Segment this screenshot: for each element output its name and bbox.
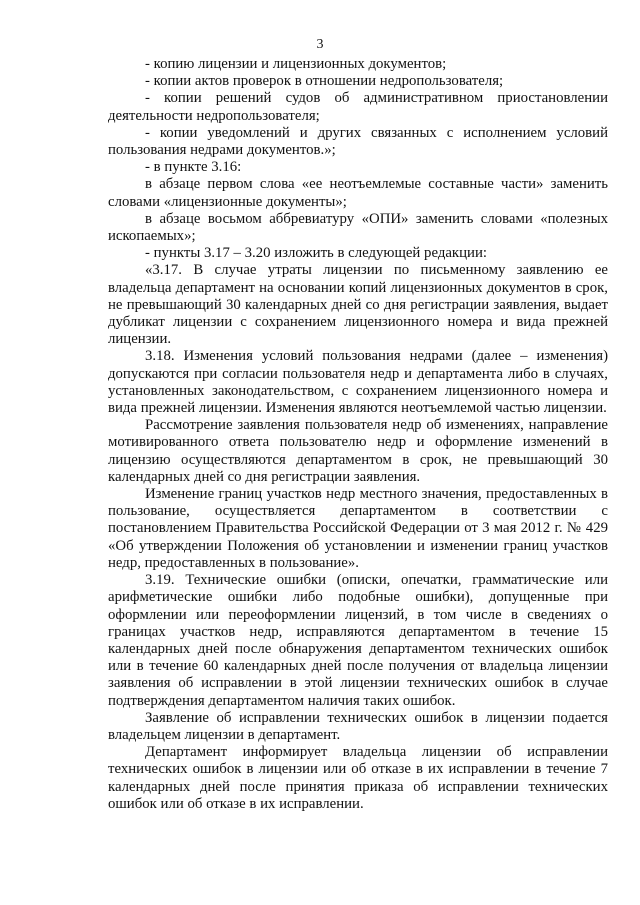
paragraph-boundary-change: Изменение границ участков недр местного значения, предоставленных в пользование, осуществляется департаментом в соответствии с постановлением Правительства Российской Федерации от 3 мая 2012 г. № 429 «Об утверждении Положения об установлении и изменении границ участков недр, предоставленных в пользование». xyxy=(108,486,608,571)
list-item-court-decisions: - копии решений судов об административном приостановлении деятельности недропользователя; xyxy=(108,90,608,124)
paragraph-eighth-abzac: в абзаце восьмом аббревиатуру «ОПИ» заменить словами «полезных ископаемых»; xyxy=(108,210,608,245)
document-body xyxy=(108,56,608,813)
paragraph-review-application: Рассмотрение заявления пользователя недр об изменениях, направление мотивированного ответа пользователю недр и оформление изменений в лицензию осуществляются департаментом в срок, не превышающий 30 календарных дней со дня регистрации заявления. xyxy=(108,417,608,485)
paragraph-error-application: Заявление об исправлении технических ошибок в лицензии подается владельцем лицензии в департамент. xyxy=(108,709,608,743)
paragraph-3-17: «3.17. В случае утраты лицензии по письменному заявлению ее владельца департамент на основании копий лицензионных документов в срок, не превышающий 30 календарных дней со дня регистрации заявления, выдает дубликат лицензии с сохранением лицензионного номера и вида прежней лицензии. xyxy=(108,262,608,348)
paragraph-point-3-16: - в пункте 3.16: xyxy=(145,159,242,176)
list-item-inspection-acts: - копии актов проверок в отношении недропользователя; xyxy=(145,73,504,90)
paragraph-department-informs: Департамент информирует владельца лицензии об исправлении технических ошибок в лицензии или об отказе в их исправлении в течение 7 календарных дней после принятия приказа об исправлении технических ошибок или об отказе в их исправлении. xyxy=(108,744,608,812)
paragraph-3-19: 3.19. Технические ошибки (описки, опечатки, грамматические или арифметические ошибки либо подобные ошибки), допущенные при оформлении или переоформлении лицензий, в том числе в сведениях о границах участков недр, исправляются департаментом в течение 15 календарных дней после обнаружения департаментом технических ошибок или в течение 60 календарных дней после получения от владельца лицензии заявления об исправлении в этой лицензии технических ошибок в случае подтверждения департаментом наличия таких ошибок. xyxy=(108,572,608,709)
list-item-license-copy: - копию лицензии и лицензионных документов; xyxy=(145,56,447,72)
paragraph-3-18: 3.18. Изменения условий пользования недрами (далее – изменения) допускаются при согласии пользователя недр и департамента либо в случаях, установленных законодательством, с сохранением лицензионного номера и вида прежней лицензии. Изменения являются неотъемлемой частью лицензии. xyxy=(108,348,608,417)
page-number: 3 xyxy=(316,37,324,52)
paragraph-first-abzac: в абзаце первом слова «ее неотъемлемые составные части» заменить словами «лицензионные документы»; xyxy=(108,176,608,210)
list-item-notifications: - копии уведомлений и других связанных с исполнением условий пользования недрами документов.»; xyxy=(108,124,608,159)
paragraph-points-3-17-3-20: - пункты 3.17 – 3.20 изложить в следующей редакции: xyxy=(145,245,487,262)
